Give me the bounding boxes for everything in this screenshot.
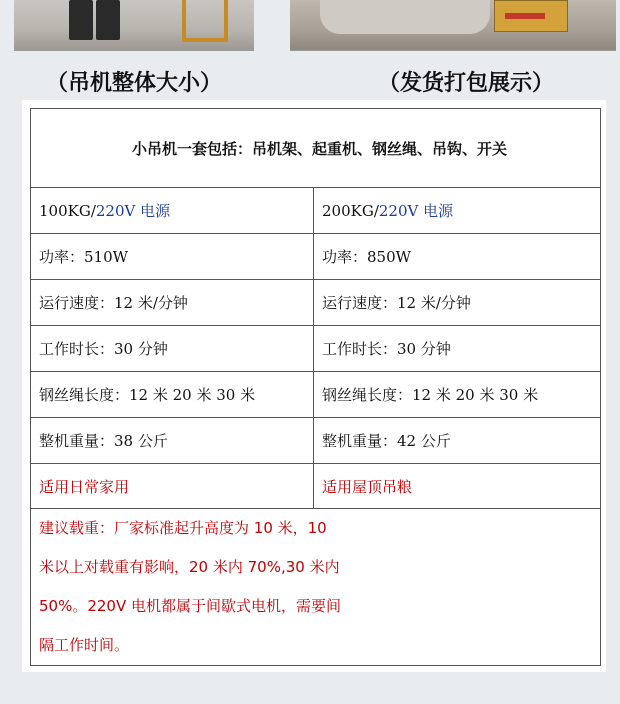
usage-label: 适用屋顶吊粮 [314, 464, 601, 509]
power-spec: 功率：510W [31, 234, 314, 280]
product-photo-crane [14, 0, 254, 51]
product-photo-package [290, 0, 616, 51]
usage-label: 适用日常家用 [31, 464, 314, 509]
weight-spec: 整机重量：42 公斤 [314, 418, 601, 464]
rope-length-spec: 钢丝绳长度：12 米 20 米 30 米 [31, 372, 314, 418]
spec-sheet [22, 100, 606, 672]
caption-crane-size: （吊机整体大小） [46, 71, 223, 96]
model-capacity: 200KG/220V 电源 [314, 188, 601, 234]
note-line: 建议载重：厂家标准起升高度为 10 米，10 [39, 519, 327, 537]
spec-table [30, 108, 601, 666]
person-legs-graphic [69, 0, 93, 40]
power-spec: 功率：850W [314, 234, 601, 280]
package-contents-header: 小吊机一套包括：吊机架、起重机、钢丝绳、吊钩、开关 [31, 109, 601, 188]
speed-spec: 运行速度：12 米/分钟 [31, 280, 314, 326]
shipping-box-graphic [494, 0, 568, 32]
weight-spec: 整机重量：38 公斤 [31, 418, 314, 464]
note-line: 50%。220V 电机都属于间歇式电机，需要间 [39, 597, 342, 615]
person-legs-graphic [96, 0, 120, 40]
note-line: 米以上对载重有影响，20 米内 70%,30 米内 [39, 558, 340, 576]
caption-package-display: （发货打包展示） [378, 71, 555, 96]
package-bag-graphic [320, 0, 490, 34]
duration-spec: 工作时长：30 分钟 [314, 326, 601, 372]
load-recommendation-note [31, 509, 601, 666]
duration-spec: 工作时长：30 分钟 [31, 326, 314, 372]
rope-length-spec: 钢丝绳长度：12 米 20 米 30 米 [314, 372, 601, 418]
note-line: 隔工作时间。 [39, 636, 130, 654]
model-capacity: 100KG/220V 电源 [31, 188, 314, 234]
crane-frame-graphic [182, 0, 228, 42]
speed-spec: 运行速度：12 米/分钟 [314, 280, 601, 326]
